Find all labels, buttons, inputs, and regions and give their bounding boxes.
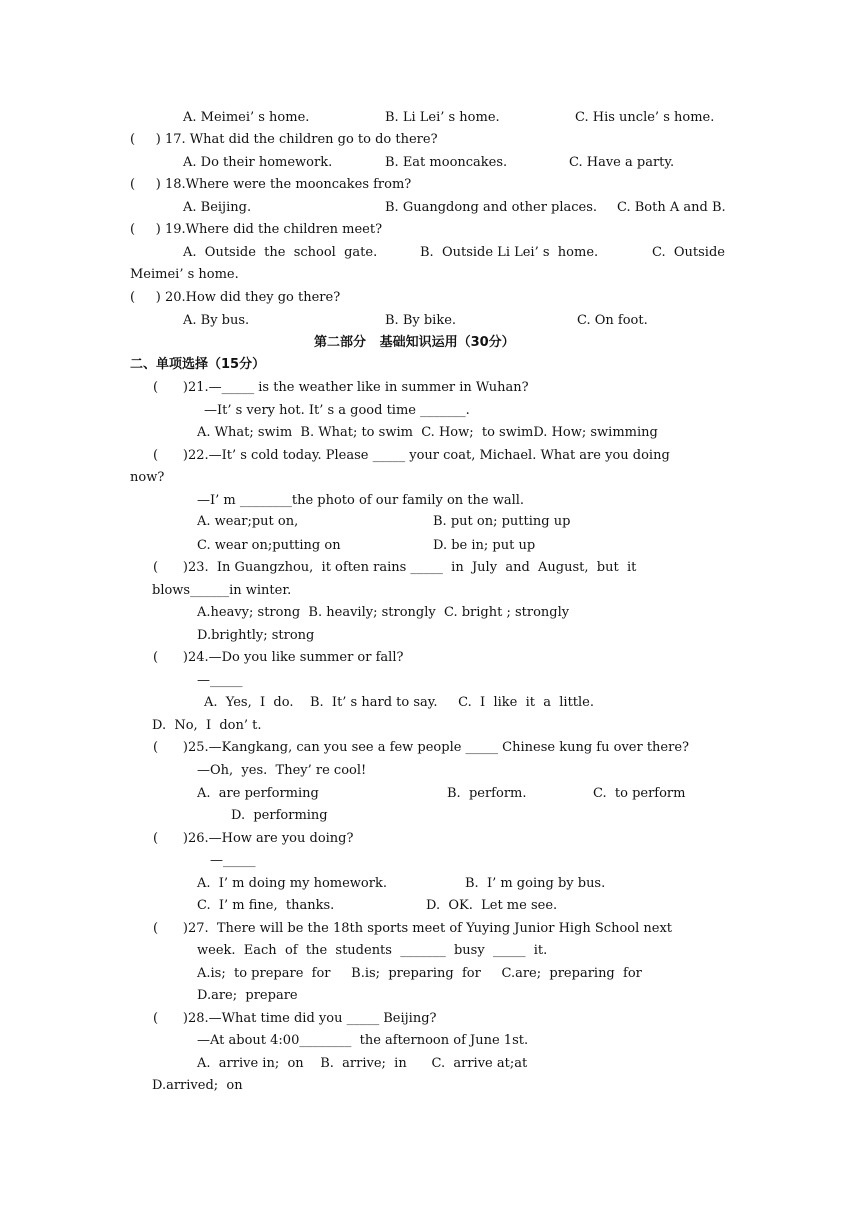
- q27-options: A.is; to prepare for B.is; preparing for C.are; preparing for: [197, 966, 642, 981]
- q18-option-b: B. Guangdong and other places.: [385, 200, 598, 215]
- q21-stem: ( )21.—_____ is the weather like in summer in Wuhan?: [153, 380, 529, 395]
- q28-line2: —At about 4:00________ the afternoon of June 1st.: [197, 1033, 529, 1048]
- section-title: 二、单项选择（15分）: [130, 357, 266, 372]
- q26-option-c: C. I’ m fine, thanks.: [197, 898, 335, 913]
- q19-option-a: A. Outside the school gate.: [183, 245, 378, 260]
- q23-stem: ( )23. In Guangzhou, it often rains _____ in July and August, but it: [153, 560, 637, 575]
- q25-option-b: B. perform.: [447, 786, 527, 801]
- q23-option-d: D.brightly; strong: [197, 628, 315, 643]
- q18-option-c: C. Both A and B.: [617, 200, 726, 215]
- q24-option-d: D. No, I don’ t.: [152, 718, 262, 733]
- q21-line2: —It’ s very hot. It’ s a good time _______.: [204, 403, 470, 418]
- q25-stem: ( )25.—Kangkang, can you see a few people _____ Chinese kung fu over there?: [153, 740, 689, 755]
- q25-line2: —Oh, yes. They’ re cool!: [197, 763, 367, 778]
- q26-option-b: B. I’ m going by bus.: [465, 876, 606, 891]
- q16-option-b: B. Li Lei’ s home.: [385, 110, 500, 125]
- q16-option-a: A. Meimei’ s home.: [183, 110, 310, 125]
- q22-line2: —I’ m ________the photo of our family on the wall.: [197, 493, 525, 508]
- q23-stem-cont: blows______in winter.: [152, 583, 292, 598]
- q24-stem: ( )24.—Do you like summer or fall?: [153, 650, 404, 665]
- q22-option-a: A. wear;put on,: [197, 514, 299, 529]
- q25-option-c: C. to perform: [593, 786, 686, 801]
- q17-stem: ( ) 17. What did the children go to do there?: [130, 132, 438, 147]
- q26-option-a: A. I’ m doing my homework.: [197, 876, 387, 891]
- q26-stem: ( )26.—How are you doing?: [153, 831, 354, 846]
- q23-options: A.heavy; strong B. heavily; strongly C. bright ; strongly: [197, 605, 570, 620]
- q17-option-a: A. Do their homework.: [183, 155, 333, 170]
- q19-stem: ( ) 19.Where did the children meet?: [130, 222, 383, 237]
- q28-option-d: D.arrived; on: [152, 1078, 243, 1093]
- q21-options: A. What; swim B. What; to swim C. How; to swimD. How; swimming: [197, 425, 658, 440]
- q22-stem-cont: now?: [130, 470, 165, 485]
- q27-stem: ( )27. There will be the 18th sports meet of Yuying Junior High School next: [153, 921, 673, 936]
- q26-line2: —_____: [210, 853, 256, 868]
- q19-option-c: C. Outside: [652, 245, 725, 260]
- q22-stem: ( )22.—It’ s cold today. Please _____ your coat, Michael. What are you doing: [153, 448, 670, 463]
- q18-option-a: A. Beijing.: [183, 200, 252, 215]
- q25-option-d: D. performing: [231, 808, 328, 823]
- q19-option-c-cont: Meimei’ s home.: [130, 267, 239, 282]
- q25-option-a: A. are performing: [197, 786, 319, 801]
- q22-option-b: B. put on; putting up: [433, 514, 571, 529]
- q20-stem: ( ) 20.How did they go there?: [130, 290, 341, 305]
- q20-option-c: C. On foot.: [577, 313, 648, 328]
- q22-option-c: C. wear on;putting on: [197, 538, 341, 553]
- q28-options: A. arrive in; on B. arrive; in C. arrive at;at: [197, 1056, 528, 1071]
- q27-option-d: D.are; prepare: [197, 988, 298, 1003]
- part2-title: 第二部分 基础知识运用（30分）: [314, 335, 515, 350]
- q19-option-b: B. Outside Li Lei’ s home.: [420, 245, 599, 260]
- q16-option-c: C. His uncle’ s home.: [575, 110, 715, 125]
- q26-option-d: D. OK. Let me see.: [426, 898, 558, 913]
- q17-option-c: C. Have a party.: [569, 155, 675, 170]
- q20-option-a: A. By bus.: [183, 313, 250, 328]
- q17-option-b: B. Eat mooncakes.: [385, 155, 508, 170]
- q18-stem: ( ) 18.Where were the mooncakes from?: [130, 177, 412, 192]
- q28-stem: ( )28.—What time did you _____ Beijing?: [153, 1011, 437, 1026]
- q22-option-d: D. be in; put up: [433, 538, 536, 553]
- q27-line2: week. Each of the students _______ busy _____ it.: [197, 943, 548, 958]
- q24-options: A. Yes, I do. B. It’ s hard to say. C. I like it a little.: [204, 695, 595, 710]
- q24-line2: —_____: [197, 673, 243, 688]
- q20-option-b: B. By bike.: [385, 313, 457, 328]
